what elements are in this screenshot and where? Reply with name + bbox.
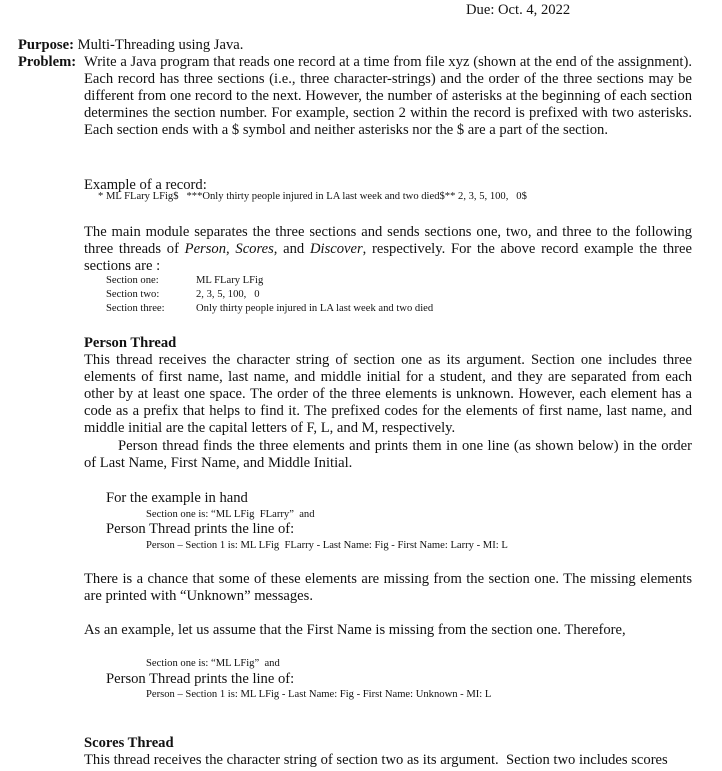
due-date: Due: Oct. 4, 2022 (466, 2, 571, 18)
example-1-prints: Person Thread prints the line of: (106, 521, 295, 537)
main-module-sep-2: , and (273, 241, 310, 257)
problem-paragraph: Write a Java program that reads one record at a time from file xyz (shown at the end of the assignment). Each record has three sections (i.e., three character-strings) and the order of the three sections may be different from one record to the next. However, the number of asterisks at the beginning of each section determines the section number. For example, section 2 within the record is prefixed with two asterisks. Each section ends with a $ symbol and neither asterisks nor the $ are a part of the section. (84, 54, 692, 138)
thread-discover-name: Discover (309, 241, 363, 257)
person-thread-heading: Person Thread (84, 335, 177, 351)
record-example-label: Example of a record: (84, 177, 207, 193)
example-1-intro: For the example in hand (106, 490, 248, 506)
section-row (106, 288, 433, 302)
person-thread-paragraph-1: This thread receives the character string of section one as its argument. Section one includes three elements of first name, last name, and middle initial for a student, and they are separated from each other by at least one space. The order of the three elements is unknown. However, each element has a code as a prefix that helps to find it. The prefixed codes for the elements of first name, last name, and middle initial are the capital letters of F, L, and M, respectively. (84, 352, 692, 436)
sections-table (106, 274, 433, 316)
example-2-intro: As an example, let us assume that the First Name is missing from the section one. Therefore, (84, 622, 626, 638)
section-label: Section two: (106, 289, 160, 300)
section-row (106, 302, 433, 316)
section-value: Only thirty people injured in LA last week and two died (196, 303, 434, 314)
problem-label: Problem: (18, 54, 77, 70)
main-module-text-2: , respectively. For the above record example the three sections are : (84, 241, 692, 274)
section-label: Section three: (106, 303, 165, 314)
purpose-text: Multi-Threading using Java. (77, 37, 244, 53)
main-module-sep-1: , (226, 241, 236, 257)
scores-thread-paragraph: This thread receives the character string of section two as its argument. Section two includes scores (84, 752, 668, 768)
thread-person-name: Person (184, 241, 227, 257)
scores-thread-heading: Scores Thread (84, 735, 174, 751)
example-1-section: Section one is: “ML LFig FLarry” and (146, 509, 315, 520)
section-row (106, 274, 433, 288)
example-1-output: Person – Section 1 is: ML LFig FLarry - Last Name: Fig - First Name: Larry - MI: L (146, 540, 508, 551)
section-value: 2, 3, 5, 100, 0 (196, 289, 260, 300)
purpose-row (18, 37, 243, 54)
section-label: Section one: (106, 275, 159, 286)
example-2-section: Section one is: “ML LFig” and (146, 658, 280, 669)
main-module-text-1: The main module separates the three sections and sends sections one, two, and three to the following three threads of (84, 224, 692, 257)
record-example-line: * ML FLary LFig$ ***Only thirty people injured in LA last week and two died$** 2, 3, 5, 100, 0$ (98, 191, 527, 202)
section-value: ML FLary LFig (196, 275, 264, 286)
example-2-output: Person – Section 1 is: ML LFig - Last Name: Fig - First Name: Unknown - MI: L (146, 689, 492, 700)
thread-scores-name: Scores (235, 241, 274, 257)
example-2-prints: Person Thread prints the line of: (106, 671, 295, 687)
person-thread-paragraph-2: Person thread finds the three elements and prints them in one line (as shown below) in the order of Last Name, First Name, and Middle Initial. (84, 438, 692, 471)
purpose-label: Purpose: (18, 37, 74, 53)
main-module-paragraph (84, 224, 692, 275)
missing-elements-paragraph: There is a chance that some of these elements are missing from the section one. The missing elements are printed with “Unknown” messages. (84, 571, 692, 604)
